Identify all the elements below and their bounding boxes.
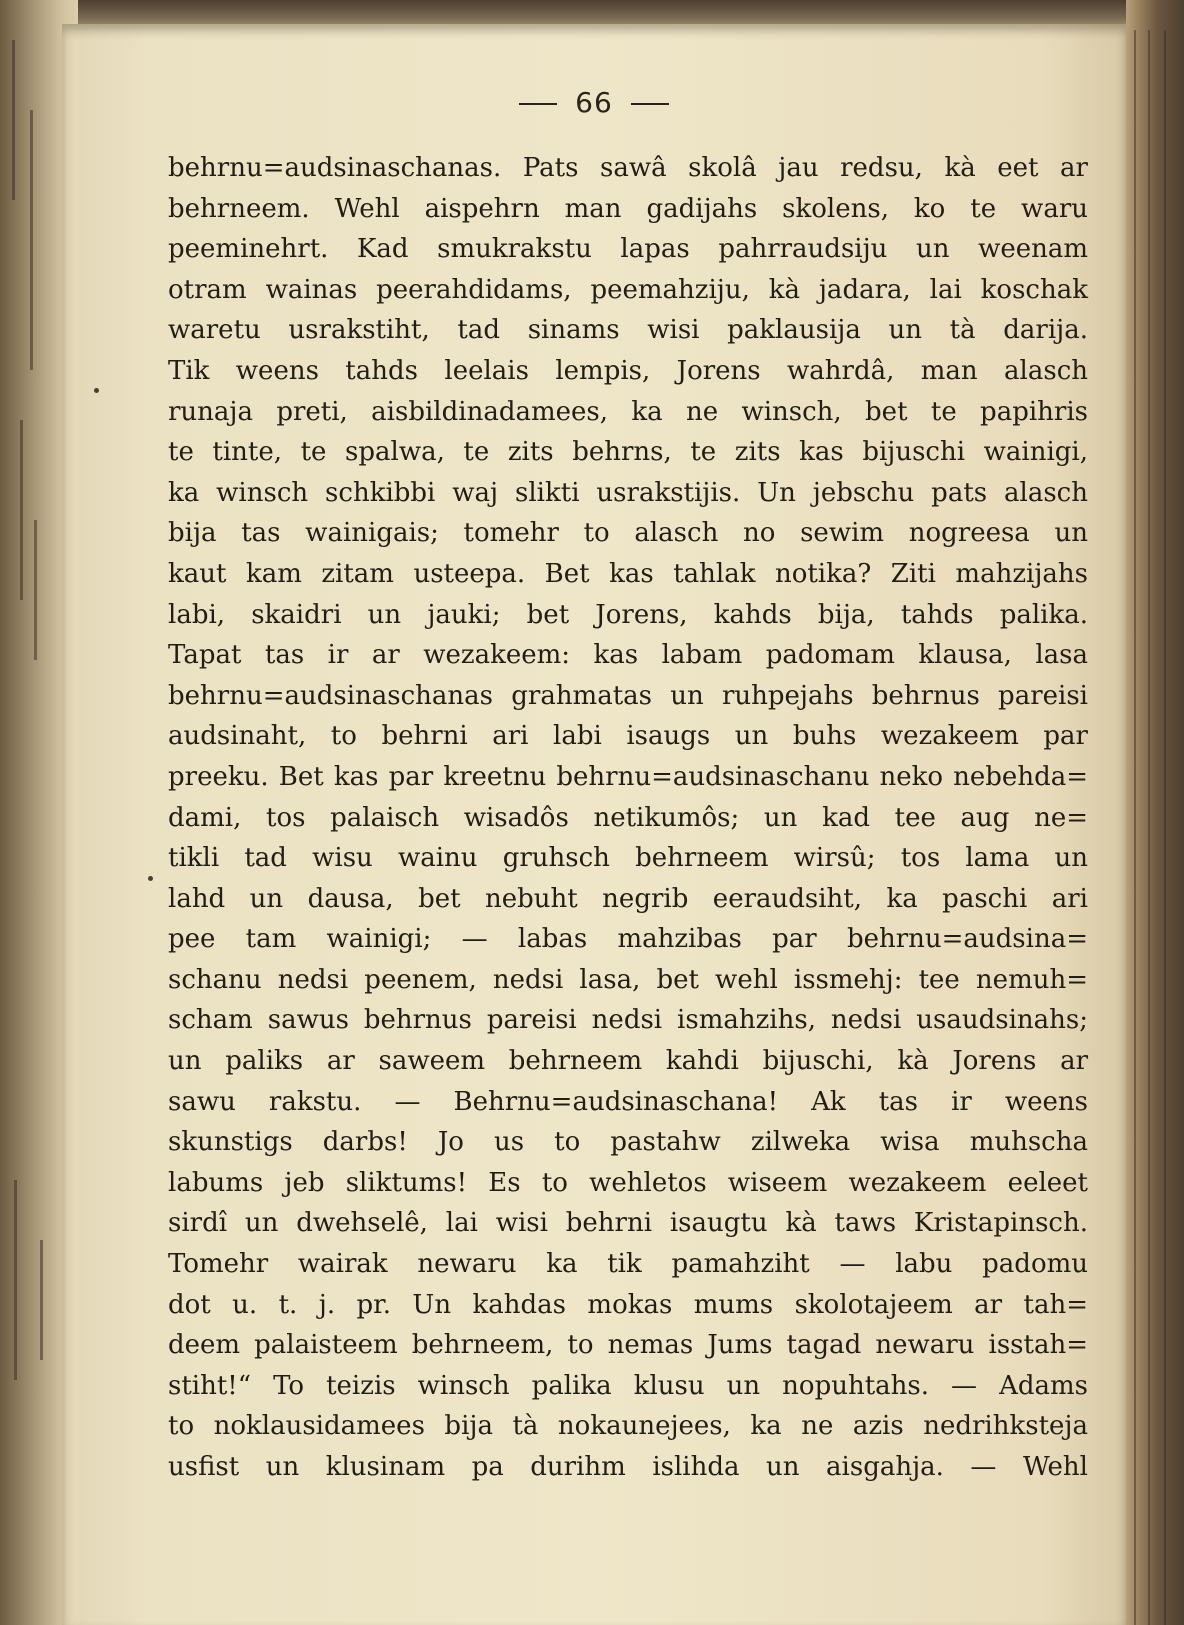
page-number: 66 [575, 86, 613, 119]
text-line: dot u. t. j. pr. Un kahdas mokas mums skolotajeem ar tah= [168, 1289, 1088, 1320]
body-text [168, 148, 1088, 1488]
margin-mark [94, 388, 99, 393]
text-line: preeku. Bet kas par kreetnu behrnu=audsinaschanu neko nebehda= [168, 761, 1088, 792]
text-line: labi, skaidri un jauki; bet Jorens, kahds bija, tahds palika. [168, 599, 1088, 630]
book-fore-edge [1126, 0, 1184, 1625]
text-line: bija tas wainigais; tomehr to alasch no sewim nogreesa un [168, 518, 1088, 549]
page-number-header [62, 86, 1126, 119]
text-line: otram wainas peerahdidams, peemahziju, kà jadara, lai koschak [168, 274, 1088, 305]
text-line: kaut kam zitam usteepa. Bet kas tahlak notika? Ziti mahzijahs [168, 558, 1088, 589]
book-page [62, 24, 1126, 1625]
text-line: peeminehrt. Kad smukrakstu lapas pahrraudsiju un weenam [168, 234, 1088, 265]
text-line: behrnu=audsinaschanas grahmatas un ruhpejahs behrnus pareisi [168, 680, 1088, 711]
text-line: audsinaht, to behrni ari labi isaugs un buhs wezakeem par [168, 721, 1088, 752]
text-line: usfist un klusinam pa durihm islihda un aisgahja. — Wehl [168, 1452, 1088, 1482]
text-line: ka winsch schkibbi waj slikti usrakstijis. Un jebschu pats alasch [168, 477, 1088, 508]
text-line: schanu nedsi peenem, nedsi lasa, bet wehl issmehj: tee nemuh= [168, 964, 1088, 995]
text-line: te tinte, te spalwa, te zits behrns, te zits kas bijuschi wainigi, [168, 437, 1088, 468]
text-line: lahd un dausa, bet nebuht negrib eeraudsiht, ka paschi ari [168, 883, 1088, 914]
text-line: Tik weens tahds leelais lempis, Jorens wahrdâ, man alasch [168, 355, 1088, 386]
text-line: to noklausidamees bija tà nokaunejees, ka ne azis nedrihksteja [168, 1411, 1088, 1442]
text-line: waretu usrakstiht, tad sinams wisi paklausija un tà darija. [168, 315, 1088, 346]
right-dash [631, 103, 669, 105]
text-line: sawu rakstu. — Behrnu=audsinaschana! Ak tas ir weens [168, 1086, 1088, 1117]
text-line: pee tam wainigi; — labas mahzibas par behrnu=audsina= [168, 924, 1088, 955]
text-line: skunstigs darbs! Jo us to pastahw zilweka wisa muhscha [168, 1127, 1088, 1158]
text-line: un paliks ar saweem behrneem kahdi bijuschi, kà Jorens ar [168, 1046, 1088, 1077]
text-line: scham sawus behrnus pareisi nedsi ismahzihs, nedsi usaudsinahs; [168, 1005, 1088, 1036]
margin-mark [148, 876, 153, 881]
text-line: Tomehr wairak newaru ka tik pamahziht — labu padomu [168, 1249, 1088, 1280]
text-line: tikli tad wisu wainu gruhsch behrneem wirsû; tos lama un [168, 843, 1088, 874]
text-line: deem palaisteem behrneem, to nemas Jums tagad newaru isstah= [168, 1330, 1088, 1361]
text-line: runaja preti, aisbildinadamees, ka ne winsch, bet te papihris [168, 396, 1088, 427]
text-line: behrneem. Wehl aispehrn man gadijahs skolens, ko te waru [168, 193, 1088, 224]
text-line: labums jeb sliktums! Es to wehletos wiseem wezakeem eeleet [168, 1167, 1088, 1198]
text-line: sirdî un dwehselê, lai wisi behrni isaugtu kà taws Kristapinsch. [168, 1208, 1088, 1239]
left-dash [519, 103, 557, 105]
text-line: Tapat tas ir ar wezakeem: kas labam padomam klausa, lasa [168, 640, 1088, 671]
text-line: behrnu=audsinaschanas. Pats sawâ skolâ jau redsu, kà eet ar [168, 153, 1088, 183]
text-line: dami, tos palaisch wisadôs netikumôs; un kad tee aug ne= [168, 802, 1088, 833]
text-line: stiht!“ To teizis winsch palika klusu un nopuhtahs. — Adams [168, 1370, 1088, 1401]
